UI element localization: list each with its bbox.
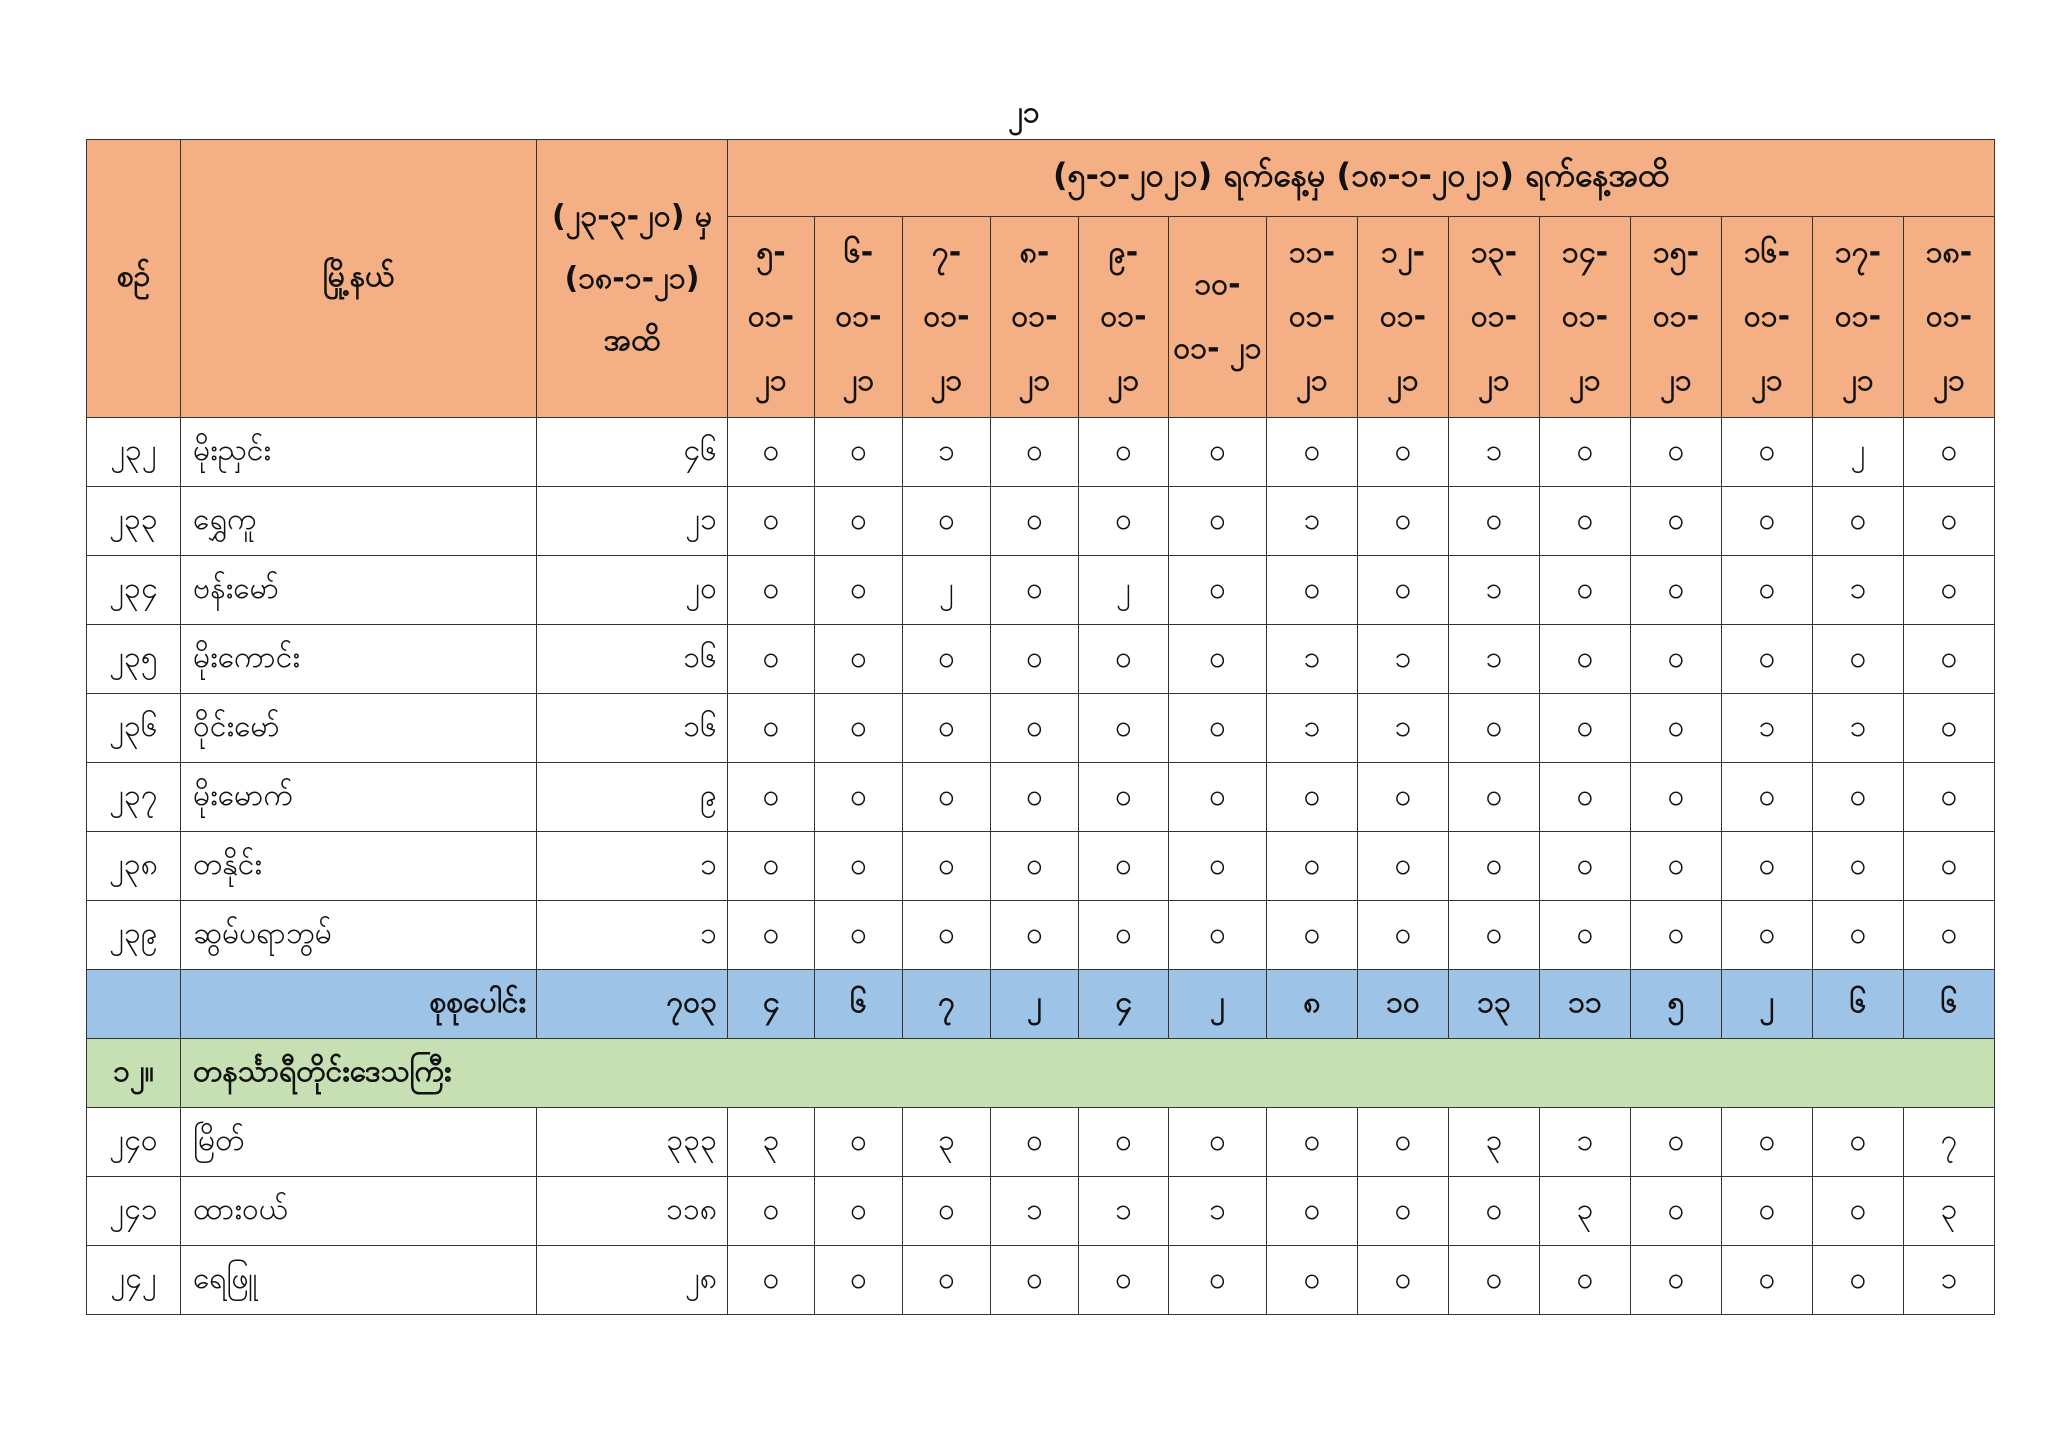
row-daily-value: ၇ (1904, 1108, 1995, 1177)
row-daily-value: ၀ (1540, 556, 1631, 625)
row-daily-value: ၀ (1079, 694, 1169, 763)
row-daily-value: ၀ (815, 625, 903, 694)
row-daily-value: ၀ (991, 1108, 1079, 1177)
row-daily-value: ၁ (1540, 1108, 1631, 1177)
total-daily-value: ၂ (1169, 970, 1267, 1039)
row-daily-value: ၀ (1267, 1108, 1358, 1177)
row-cumulative: ၁၆ (537, 694, 728, 763)
header-serial-no: စဉ် (87, 140, 181, 418)
row-daily-value: ၁ (1449, 625, 1540, 694)
row-daily-value: ၁ (1449, 556, 1540, 625)
row-daily-value: ၀ (815, 763, 903, 832)
row-serial-no: ၂၃၉ (87, 901, 181, 970)
row-daily-value: ၀ (1722, 763, 1813, 832)
row-daily-value: ၀ (1267, 763, 1358, 832)
row-daily-value: ၀ (1904, 901, 1995, 970)
row-daily-value: ၀ (1267, 1177, 1358, 1246)
row-daily-value: ၀ (903, 487, 991, 556)
row-cumulative: ၂၁ (537, 487, 728, 556)
total-daily-value: ၁၁ (1540, 970, 1631, 1039)
row-daily-value: ၀ (1904, 556, 1995, 625)
row-daily-value: ၀ (1904, 763, 1995, 832)
row-daily-value: ၃ (1540, 1177, 1631, 1246)
row-daily-value: ၀ (1267, 1246, 1358, 1315)
row-daily-value: ၀ (1631, 487, 1722, 556)
row-daily-value: ၀ (1169, 625, 1267, 694)
total-daily-value: ၈ (1267, 970, 1358, 1039)
row-daily-value: ၀ (1631, 901, 1722, 970)
row-daily-value: ၀ (1358, 487, 1449, 556)
row-township: မိုးမောက် (181, 763, 537, 832)
row-daily-value: ၀ (1449, 1177, 1540, 1246)
row-cumulative: ၁ (537, 901, 728, 970)
row-daily-value: ၂ (1813, 418, 1904, 487)
row-daily-value: ၁ (991, 1177, 1079, 1246)
row-daily-value: ၀ (1449, 487, 1540, 556)
row-daily-value: ၀ (1631, 1246, 1722, 1315)
header-date-12: ၁၆- ၀၁- ၂၁ (1722, 217, 1813, 418)
header-date-9: ၁၃- ၀၁- ၂၁ (1449, 217, 1540, 418)
row-daily-value: ၀ (1540, 832, 1631, 901)
row-cumulative: ၂၀ (537, 556, 728, 625)
row-daily-value: ၀ (1813, 901, 1904, 970)
row-township: ဝိုင်းမော် (181, 694, 537, 763)
row-daily-value: ၀ (1267, 556, 1358, 625)
row-daily-value: ၁ (1449, 418, 1540, 487)
row-daily-value: ၁ (1169, 1177, 1267, 1246)
row-daily-value: ၀ (815, 901, 903, 970)
total-row (87, 970, 1995, 1039)
row-daily-value: ၁ (1358, 694, 1449, 763)
row-daily-value: ၀ (991, 1246, 1079, 1315)
row-cumulative: ၃၃၃ (537, 1108, 728, 1177)
row-daily-value: ၀ (1813, 832, 1904, 901)
row-daily-value: ၀ (1813, 487, 1904, 556)
total-daily-value: ၂ (991, 970, 1079, 1039)
header-date-1: ၅- ၀၁- ၂၁ (728, 217, 815, 418)
header-date-5: ၉- ၀၁- ၂၁ (1079, 217, 1169, 418)
row-daily-value: ၀ (991, 487, 1079, 556)
table-row (87, 1177, 1995, 1246)
row-daily-value: ၀ (903, 1177, 991, 1246)
row-cumulative: ၂၈ (537, 1246, 728, 1315)
row-daily-value: ၀ (1813, 1108, 1904, 1177)
row-daily-value: ၀ (1904, 832, 1995, 901)
row-daily-value: ၀ (1358, 1246, 1449, 1315)
row-daily-value: ၀ (1631, 832, 1722, 901)
page-number: ၂၁ (1008, 95, 1040, 130)
header-date-10: ၁၄- ၀၁- ၂၁ (1540, 217, 1631, 418)
row-daily-value: ၀ (728, 832, 815, 901)
row-daily-value: ၀ (1079, 763, 1169, 832)
row-township: ရေဖြူ (181, 1246, 537, 1315)
row-serial-no: ၂၃၃ (87, 487, 181, 556)
header-date-8: ၁၂- ၀၁- ၂၁ (1358, 217, 1449, 418)
row-daily-value: ၀ (1722, 901, 1813, 970)
row-daily-value: ၀ (1358, 901, 1449, 970)
row-daily-value: ၀ (991, 832, 1079, 901)
row-daily-value: ၀ (1169, 763, 1267, 832)
row-serial-no: ၂၄၁ (87, 1177, 181, 1246)
row-daily-value: ၀ (1449, 763, 1540, 832)
header-cumulative: (၂၃-၃-၂၀) မှ (၁၈-၁-၂၁) အထိ (537, 140, 728, 418)
row-daily-value: ၁ (1813, 556, 1904, 625)
table-row (87, 832, 1995, 901)
row-daily-value: ၀ (1722, 1108, 1813, 1177)
row-daily-value: ၀ (1079, 901, 1169, 970)
header-date-3: ၇- ၀၁- ၂၁ (903, 217, 991, 418)
row-cumulative: ၉ (537, 763, 728, 832)
row-township: မြိတ် (181, 1108, 537, 1177)
table-row (87, 418, 1995, 487)
row-daily-value: ၀ (1722, 556, 1813, 625)
row-daily-value: ၀ (1631, 556, 1722, 625)
row-daily-value: ၁ (1722, 694, 1813, 763)
row-daily-value: ၀ (728, 625, 815, 694)
total-daily-value: ၅ (1631, 970, 1722, 1039)
row-daily-value: ၀ (1631, 1177, 1722, 1246)
row-daily-value: ၀ (1358, 418, 1449, 487)
row-daily-value: ၀ (1540, 418, 1631, 487)
row-daily-value: ၀ (1079, 832, 1169, 901)
row-cumulative: ၁၆ (537, 625, 728, 694)
row-daily-value: ၀ (728, 556, 815, 625)
row-daily-value: ၂ (1079, 556, 1169, 625)
row-township: မိုးညှင်း (181, 418, 537, 487)
row-daily-value: ၀ (728, 418, 815, 487)
row-daily-value: ၀ (991, 901, 1079, 970)
total-daily-value: ၄ (728, 970, 815, 1039)
header-date-6: ၁၀- ၀၁- ၂၁ (1169, 217, 1267, 418)
row-daily-value: ၃ (1449, 1108, 1540, 1177)
header-date-7: ၁၁- ၀၁- ၂၁ (1267, 217, 1358, 418)
row-daily-value: ၀ (1813, 625, 1904, 694)
row-cumulative: ၄၆ (537, 418, 728, 487)
header-date-14: ၁၈- ၀၁- ၂၁ (1904, 217, 1995, 418)
covid-cases-table (86, 139, 1995, 1315)
row-daily-value: ၃ (903, 1108, 991, 1177)
total-daily-value: ၆ (815, 970, 903, 1039)
row-daily-value: ၁ (1904, 1246, 1995, 1315)
row-daily-value: ၀ (1540, 487, 1631, 556)
row-daily-value: ၀ (1540, 625, 1631, 694)
row-township: ဗန်းမော် (181, 556, 537, 625)
table-row (87, 1246, 1995, 1315)
row-daily-value: ၀ (1358, 763, 1449, 832)
row-daily-value: ၀ (1722, 487, 1813, 556)
row-daily-value: ၀ (728, 487, 815, 556)
total-label: စုစုပေါင်း (181, 970, 537, 1039)
row-daily-value: ၀ (1169, 832, 1267, 901)
row-daily-value: ၀ (1267, 418, 1358, 487)
row-daily-value: ၁ (1267, 487, 1358, 556)
table-row (87, 487, 1995, 556)
row-daily-value: ၀ (1722, 625, 1813, 694)
row-daily-value: ၀ (1079, 1246, 1169, 1315)
row-daily-value: ၀ (1631, 418, 1722, 487)
row-township: ထားဝယ် (181, 1177, 537, 1246)
row-serial-no: ၂၃၄ (87, 556, 181, 625)
row-serial-no: ၂၃၈ (87, 832, 181, 901)
total-daily-value: ၄ (1079, 970, 1169, 1039)
row-daily-value: ၀ (728, 901, 815, 970)
row-daily-value: ၀ (1169, 1246, 1267, 1315)
total-empty-cell (87, 970, 181, 1039)
row-daily-value: ၀ (991, 556, 1079, 625)
header-date-range: (၅-၁-၂၀၂၁) ရက်နေ့မှ (၁၈-၁-၂၀၂၁) ရက်နေ့အထိ (728, 140, 1995, 217)
row-cumulative: ၁၁၈ (537, 1177, 728, 1246)
row-daily-value: ၀ (1358, 556, 1449, 625)
total-cumulative: ၇၀၃ (537, 970, 728, 1039)
row-daily-value: ၀ (991, 418, 1079, 487)
row-daily-value: ၀ (1267, 901, 1358, 970)
row-daily-value: ၁ (1267, 694, 1358, 763)
row-daily-value: ၀ (1169, 418, 1267, 487)
row-daily-value: ၀ (903, 625, 991, 694)
row-serial-no: ၂၃၇ (87, 763, 181, 832)
row-daily-value: ၀ (1079, 1108, 1169, 1177)
row-daily-value: ၀ (1722, 418, 1813, 487)
row-cumulative: ၁ (537, 832, 728, 901)
header-date-11: ၁၅- ၀၁- ၂၁ (1631, 217, 1722, 418)
row-daily-value: ၀ (1722, 1177, 1813, 1246)
region-row (87, 1039, 1995, 1108)
row-daily-value: ၁ (903, 418, 991, 487)
total-daily-value: ၁၀ (1358, 970, 1449, 1039)
row-daily-value: ၀ (1813, 763, 1904, 832)
row-daily-value: ၀ (728, 1246, 815, 1315)
row-daily-value: ၀ (1079, 625, 1169, 694)
row-daily-value: ၀ (1631, 763, 1722, 832)
row-daily-value: ၀ (1358, 832, 1449, 901)
row-daily-value: ၀ (1631, 694, 1722, 763)
table-row (87, 556, 1995, 625)
row-daily-value: ၀ (1169, 487, 1267, 556)
row-daily-value: ၀ (1169, 694, 1267, 763)
row-daily-value: ၀ (1449, 1246, 1540, 1315)
row-serial-no: ၂၄၂ (87, 1246, 181, 1315)
table-row (87, 694, 1995, 763)
row-daily-value: ၀ (728, 694, 815, 763)
row-daily-value: ၀ (728, 1177, 815, 1246)
row-daily-value: ၃ (728, 1108, 815, 1177)
table-row (87, 763, 1995, 832)
row-daily-value: ၀ (1358, 1108, 1449, 1177)
row-daily-value: ၀ (903, 694, 991, 763)
row-daily-value: ၀ (1540, 694, 1631, 763)
header-date-2: ၆- ၀၁- ၂၁ (815, 217, 903, 418)
row-daily-value: ၀ (815, 694, 903, 763)
row-daily-value: ၀ (1449, 832, 1540, 901)
row-daily-value: ၀ (903, 763, 991, 832)
total-daily-value: ၂ (1722, 970, 1813, 1039)
row-daily-value: ၀ (1722, 1246, 1813, 1315)
row-daily-value: ၀ (903, 832, 991, 901)
row-township: တနိုင်း (181, 832, 537, 901)
total-daily-value: ၆ (1904, 970, 1995, 1039)
row-daily-value: ၁ (1079, 1177, 1169, 1246)
row-daily-value: ၀ (903, 901, 991, 970)
row-daily-value: ၀ (815, 556, 903, 625)
row-daily-value: ၀ (1540, 901, 1631, 970)
row-daily-value: ၀ (815, 418, 903, 487)
table-row (87, 625, 1995, 694)
row-serial-no: ၂၃၆ (87, 694, 181, 763)
row-daily-value: ၁ (1358, 625, 1449, 694)
row-daily-value: ၀ (991, 763, 1079, 832)
row-daily-value: ၀ (1631, 625, 1722, 694)
row-township: မိုးကောင်း (181, 625, 537, 694)
row-daily-value: ၀ (1267, 832, 1358, 901)
row-daily-value: ၀ (1813, 1177, 1904, 1246)
row-daily-value: ၀ (815, 832, 903, 901)
row-daily-value: ၀ (991, 694, 1079, 763)
row-daily-value: ၀ (728, 763, 815, 832)
row-daily-value: ၀ (1449, 694, 1540, 763)
row-daily-value: ၀ (1169, 1108, 1267, 1177)
row-daily-value: ၀ (815, 1246, 903, 1315)
total-daily-value: ၆ (1813, 970, 1904, 1039)
row-township: ဆွမ်ပရာဘွမ် (181, 901, 537, 970)
row-daily-value: ၀ (1540, 763, 1631, 832)
row-serial-no: ၂၃၅ (87, 625, 181, 694)
row-daily-value: ၀ (1904, 487, 1995, 556)
row-daily-value: ၀ (1079, 418, 1169, 487)
row-serial-no: ၂၃၂ (87, 418, 181, 487)
row-daily-value: ၀ (1169, 556, 1267, 625)
region-number: ၁၂။ (87, 1039, 181, 1108)
row-daily-value: ၀ (1631, 1108, 1722, 1177)
row-daily-value: ၃ (1904, 1177, 1995, 1246)
row-township: ရွှေကူ (181, 487, 537, 556)
total-daily-value: ၁၃ (1449, 970, 1540, 1039)
row-daily-value: ၀ (1722, 832, 1813, 901)
row-daily-value: ၀ (815, 1177, 903, 1246)
row-daily-value: ၀ (815, 1108, 903, 1177)
row-daily-value: ၀ (1904, 418, 1995, 487)
row-daily-value: ၀ (1169, 901, 1267, 970)
row-daily-value: ၀ (1904, 694, 1995, 763)
row-daily-value: ၁ (1813, 694, 1904, 763)
row-daily-value: ၀ (1079, 487, 1169, 556)
total-daily-value: ၇ (903, 970, 991, 1039)
row-daily-value: ၂ (903, 556, 991, 625)
header-date-4: ၈- ၀၁- ၂၁ (991, 217, 1079, 418)
row-daily-value: ၀ (1449, 901, 1540, 970)
header-date-13: ၁၇- ၀၁- ၂၁ (1813, 217, 1904, 418)
row-daily-value: ၀ (1813, 1246, 1904, 1315)
region-name: တနင်္သာရီတိုင်းဒေသကြီး (181, 1039, 1995, 1108)
table-row (87, 901, 1995, 970)
row-serial-no: ၂၄၀ (87, 1108, 181, 1177)
table-row (87, 1108, 1995, 1177)
header-township: မြို့နယ် (181, 140, 537, 418)
row-daily-value: ၀ (991, 625, 1079, 694)
row-daily-value: ၀ (1540, 1246, 1631, 1315)
row-daily-value: ၀ (1358, 1177, 1449, 1246)
row-daily-value: ၀ (903, 1246, 991, 1315)
row-daily-value: ၀ (1904, 625, 1995, 694)
row-daily-value: ၀ (815, 487, 903, 556)
row-daily-value: ၁ (1267, 625, 1358, 694)
